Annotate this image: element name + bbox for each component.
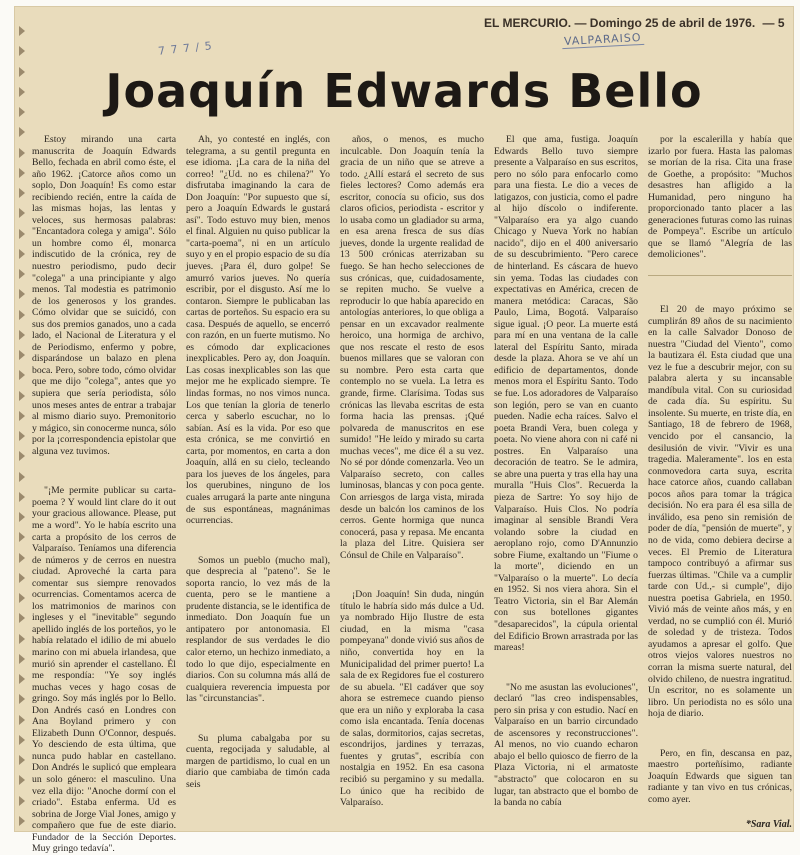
paragraph: por la escalerilla y había que izarlo por fuera. Hasta las palomas se morían de la risa. Cita una frase de Goethe, a propósito: "Muchos desastres han afligido a la Humanidad, pero ninguno ha proporcionado tanto placer a las generaciones futuras como las ruinas de Pompeya". Escribe un artículo que se llamó "Alegría de las demoliciones". [648, 134, 792, 261]
paragraph: "¡Me permite publicar su carta-poema ? Y would lint clare do it out your gracious allowance. Please, put me a word". Yo le había escrito una carta a propósito de los cerros de Valparaíso. Teníamos una diferencia de números y de cerros en nuestra ciudad. Aproveché la carta para comentar sus siempre renovados ocurrencias. Comentamos acerca de los matrimonios de marinos con ingleses y el "inevitable" segundo apellido inglés de los porteños, yo le había relatado el idilio de mi abuelo marino con mi abuela irlandesa, que murió sin aprender el castellano. Él me respondía: "Ye soy inglés muchas veces y hago cosas de gringo. Soy más inglés por lo Bello. Don Andrés casó en Londres con Ana Boyland primero y con Elizabeth Dunn O'Connor, después. Yo desciendo de esta última, que nunca pudo hablar en castellano. Don Andrés le suplicó que empleara un solo género: el masculino. Una vez ella dijo: "Anoche dormí con el criado". Estaba enferma. Ud es sobrina de Jorge Vial Jones, amigo y compañero que fue de este diario. Fundador de la Sección Deportes. Muy gringo tedavía". [32, 485, 176, 855]
masthead [484, 16, 784, 30]
paragraph: Estoy mirando una carta manuscrita de Joaquín Edwards Bello, fechada en abril como éste, el año 1962. ¡Catorce años como un soplo, Don Joaquín! Es como estar recibiendo recién, entre la caída de las mismas hojas, las lentas y veloces, sus hermosas palabras: "Encantadora colega y amiga". Sólo un hombre como él, monarca indiscutido de la crónica, rey de nuestro periodismo, pudo decir "colega" a una principiante y algo menos. Tal modestia es patrimonio de los generosos y los grandes. Cómo olvidar que se suicidó, con sus dos premios ganados, uno a cada lado, el Nacional de Literatura y el de Periodismo, enfermo y pobre, disparándose un balazo en plena boca. Pero, sobre todo, cómo olvidar que me dijo "colega", antes que yo supiera que sería periodista, sólo unos meses antes de entrar a trabajar al mismo diario suyo. Premonitorio y mágico, sin conocerme nunca, sólo por la ¡correspondencia epistolar que alguna vez tuvimos. [32, 134, 176, 457]
article-column-1 [32, 134, 176, 855]
page-number: — 5 [762, 16, 785, 30]
paragraph: Su pluma cabalgaba por su cuenta, regocijada y saludable, al margen de partidismo, lo cual en un diario que cambiaba de timón cada seis [186, 732, 330, 790]
article-column-3 [340, 134, 484, 855]
paragraph: Pero, en fin, descansa en paz, maestro porteñísimo, radiante Joaquín Edwards que siguen tan radiante y tan vivo en tus crónicas, como ayer. [648, 747, 792, 805]
handwritten-note: VALPARAISO [562, 31, 644, 49]
article-column-5 [648, 134, 792, 855]
paragraph: El 20 de mayo próximo se cumplirán 89 años de su nacimiento en la calle Salvador Donoso de nuestra "Ciudad del Viento", como la bautizara él. Esta ciudad que una vez le fue a descubrir mejor, con su palabra alerta y su incansable mandíbula vital. Con su curiosidad de cada día. Su espíritu. Su insolente. Su muerte, en triste día, en Santiago, 18 de febrero de 1968, vencido por el cansancio, la desilusión de vivir. "Vivir es una tragedia. Maleramente". los en esta conmovedora carta suya, escrita hace catorce años, cuando callaban pocos años para tomar la trágica decisión. No era para él esa silla de inválido, esa peno sin remisión de poder de día, "pensión de muerte", y no de vida, como debiera decirse a veces. El Premio de Literatura tampoco contribuyó a afirmar sus fuerzas últimas. "Chile va a cumplir tarde con Ud.,- si cumple", dijo nuestra poetisa Gabriela, en 1950. Vivió más de veinte años más, y en verdad, no se cumplió con él. Murió de soledad y de tristeza. Todos ayudamos a apresar el golfo. Que otros viejos valores nuestros no corran la misma suerte natural, del olvido chileno, de nuestra ingratitud. Un escritor, no es solamente un libro. Un periodista no es sólo una hoja de diario. [648, 304, 792, 720]
publication-date: — Domingo 25 de abril de 1976. [574, 16, 756, 30]
archive-stamp: 7 7 7 / 5 [157, 39, 214, 58]
paragraph: años, o menos, es mucho inculcable. Don Joaquín tenía la gracia de un niño que se atreve a todo. ¿Allí estará el secreto de sus fieles lectores? Como además era escritor, conocía su oficio, sus dos claros oficios, periodista - escritor y lo usaba como un gladiador su arma, en esa arena fresca de sus días jueves, donde la urgente realidad de 13 500 crónicas aterrizaban su fuego. Se han hecho selecciones de sus crónicas, que, cuidadosamente, se repiten mucho. Se vuelve a reproducir lo que había aparecido en antologías anteriores, lo que obliga a pensar en un excavador realmente heroico, una hormiga de archivo, que nos rescate el resto de esos buenos millares que se valoran con su nombre. Pero esta carta que contemplo no se vuela. La letra es grande, firme. Clarísima. Todas sus crónicas las llevaba escritas de esta forma hacia las prensas. ¡Qué polvareda de manuscritos en ese sumido! "He leído y mirado su carta muchas veces", me dice él a su vez. No sé por dónde comenzarla. Veo un Valparaíso secreto, con calles luminosas, blancas y con poca gente. Con arriesgos de larga vista, mirada desde un balcón los caminos de los cerros. Gente hormiga que nunca conocerá, pasa y repasa. Me encanta la plaza del Litre. Quisiera ser Cónsul de Chile en Valparaíso". [340, 134, 484, 561]
article-body [32, 134, 792, 855]
newspaper-clipping [14, 6, 794, 855]
article-column-4 [494, 134, 638, 855]
author-signature: *Sara Vial. [745, 819, 792, 831]
binding-edge [14, 26, 30, 826]
column-divider [648, 275, 792, 276]
paragraph: Somos un pueblo (mucho mal), que desprecia al "pateno". Se le soporta rancio, lo vez más de la cuenta, pero se le mantiene a prudente distancia, se le identifica de inmediato. Don Joaquín fue un antipatero por antonomasia. El resplandor de sus verdades le dio calor eterno, un hechizo inmediato, a todo lo que dijo, especialmente en diarios. Con su columna más allá de cualquiera reverencia impuesta por las "circunstancias". [186, 554, 330, 705]
paragraph: El que ama, fustiga. Joaquín Edwards Bello tuvo siempre presente a Valparaíso en sus escritos, pero no sólo para enfocarlo como para una fiesta. Le dio a veces de latigazos, con justicia, como el padre al hijo díscolo o indiferente. "Valparaíso era ya algo cuando Chicago y Nueva York no habían nacido", dijo en el 400 aniversario de su descubrimiento. "Pero carece de hinterland. Es cáscara de huevo sin yema. Todas las ciudades con expectativas en América, crecen de manera metódica: Caracas, São Paulo, Lima, Bogotá. Valparaíso sigue igual. ¡O peor. La muerte está para mí en una ventana de la calle lateral del Espíritu Santo, mirada desde la plaza. Ahora se ve ahí un edificio de departamentos, donde menos mora el Espíritu Santo. Todo se fue. Los adoradores de Valparaíso son legión, pero se van en cuanto pueden. Nadie echa raíces. Salvo el poeta Brandi Vera, buen colega y poeta. No viene ahora con ni café ni postres. En Valparaíso una decoración de teatro. Se le admira, se abre una puerta y tras ella hay una muralla "Huis Clos". Recuerda la pieza de Sartre: Yo soy hijo de Valparaíso. Huis Clos. No podría imaginar al sensible Brandi Vera volando sobre la ciudad en aeroplano rojo, como D'Annunzio sobre Fiume, exaltando un "Fiume o la morte", diciendo en un "Valparaíso o la muerte". Lo decía en 1952. Si nos viera ahora. Sin el Teatro Victoria, sin el Bar Alemán con sus botellones gigantes "desaparecidos", la cúpula oriental del Edificio Brown arrastrada por las mareas! [494, 134, 638, 654]
article-title: Joaquín Edwards Bello [105, 64, 703, 118]
paragraph: "No me asustan las evoluciones", declaró "las creo indispensables, pero sin prisa y con estudio. Nací en Valparaíso en un barrio circundado de ascensores y reconstrucciones". Al menos, no vio cuando echaron abajo el bello quiosco de fierro de la Plaza Victoria, ni el armatoste "abstracto" que colocaron en su lugar, tan abstracto que el bombo de la banda no cabía [494, 681, 638, 809]
article-column-2 [186, 134, 330, 855]
paragraph: ¡Don Joaquín! Sin duda, ningún título le habría sido más dulce a Ud. ya nombrado Hijo Ilustre de esta ciudad, en la misma "casa pompeyana" donde vivió sus años de niño, convertida hoy en la Municipalidad del primer puerto! La sala de ex Regidores fue el costurero de su abuela. "El cadáver que soy ahora se estremece cuando pienso que era un niño y exploraba la casa como isla encantada. Tenía docenas de salas, dormitorios, cajas secretas, escondrijos, jardines y terrazas, fuentes y grutas", escribía con nostalgia en 1952. En esa casona recibió su pergamino y su medalla. Lo único que ha recibido de Valparaíso. [340, 589, 484, 809]
newspaper-name: EL MERCURIO. [484, 16, 572, 30]
paragraph: Ah, yo contesté en inglés, con telegrama, a su gentil pregunta en ese idioma. ¡La cara de la niña del correo! "¿Ud. no es chilena?" Yo disfrutaba imaginando la cara de Don Joaquín: "Por supuesto que sí, pero a Joaquín Edwards le gustará así". Todo estuvo muy bien, menos el final. Alguien nu quiso publicar la "carta-poema", ni en un artículo suyo y en el propio espacio de su día jueves. ¡Para él, duro golpe! Se amurró varios jueves. No quería escribir, por el disgusto. Así me lo contaron. Siempre le publicaban las cartas de porteños. Su espacio era su casa. Después de aquello, se encerró con razón, en un fuerte mutismo. No es cómodo dar explicaciones inexplicables. Pero ay, don Joaquín. Las cosas inexplicables son las que mejor me he explicado siempre. Te lindas formas, no nos vimos nunca. Los que tenían la gloria de tenerlo cerca y saberlo escuchar, no lo sabían. Así es la vida. Por eso que esta crónica, se me convirtió en carta, por momentos, en carta a don Joaquín, allá en su cielo, tecleando para los jueves de los ángeles, para los querubines, ninguno de los cuales arrugará la parte ante ninguna de sus espontáneas, magnánimas ocurrencias. [186, 134, 330, 527]
